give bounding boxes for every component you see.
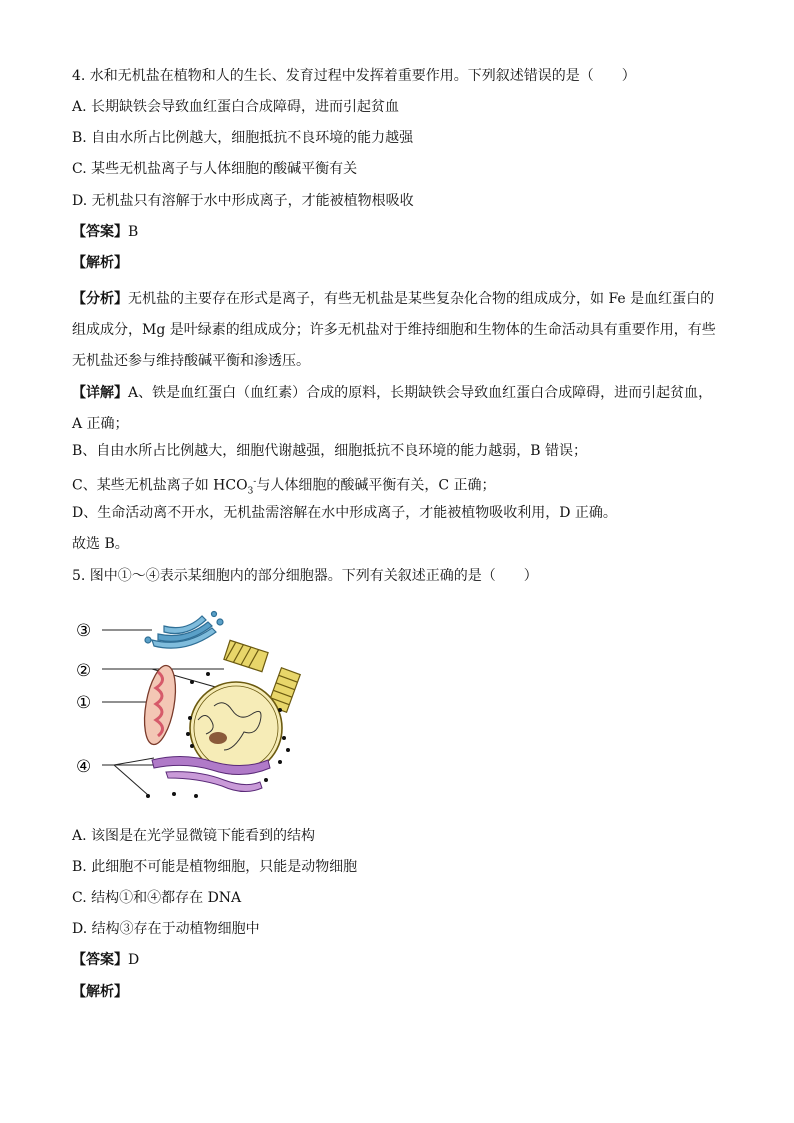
organelle-diagram [74,610,314,810]
q4-option-d: D. 无机盐只有溶解于水中形成离子，才能被植物根吸收 [72,193,414,209]
q5-jiexi-tag: 【解析】 [72,984,128,1000]
leader-line-4c [114,765,148,795]
fenxi-text: 无机盐的主要存在形式是离子，有些无机盐是某些复杂化合物的组成成分，如 Fe 是血红蛋白的组成成分，Mg 是叶绿素的组成成分；许多无机盐对于维持细胞和生物体的生命活动具有重要作用，有些无机盐还参与维持酸碱平衡和渗透压。 [72,291,716,369]
q5-option-a: A. 该图是在光学显微镜下能看到的结构 [72,828,316,844]
q4-option-a: A. 长期缺铁会导致血红蛋白合成障碍，进而引起贫血 [72,99,400,115]
q4-conclusion: 故选 B。 [72,536,129,552]
q4-option-b: B. 自由水所占比例越大，细胞抵抗不良环境的能力越强 [72,130,414,146]
golgi-apparatus [145,612,223,649]
label-2: ② [76,661,92,681]
xiangjie-c-sup: - [253,477,257,487]
q5-option-d: D. 结构③存在于动植物细胞中 [72,921,260,937]
q4-detail-d: D、生命活动离不开水，无机盐需溶解在水中形成离子，才能被植物吸收利用，D 正确。 [72,505,617,521]
q5-option-b: B. 此细胞不可能是植物细胞，只能是动物细胞 [72,859,358,875]
q4-detail-b: B、自由水所占比例越大，细胞代谢越强，细胞抵抗不良环境的能力越弱，B 错误； [72,443,588,459]
label-1: ① [76,693,92,713]
q5-option-c: C. 结构①和④都存在 DNA [72,890,242,906]
answer-tag: 【答案】 [72,224,128,240]
answer-value: B [128,224,139,240]
cell-organelle-figure [74,610,314,810]
answer-tag: 【答案】 [72,952,128,968]
q4-answer [72,222,138,242]
q5-stem: 5. 图中①～④表示某细胞内的部分细胞器。下列有关叙述正确的是（ ） [72,568,538,584]
label-4: ④ [76,757,92,777]
q5-answer [72,950,139,970]
answer-value: D [128,952,140,968]
label-3: ③ [76,621,92,641]
q4-detail [72,378,722,440]
leader-line-4b [114,758,154,765]
q4-detail-c [72,472,496,501]
fenxi-tag: 【分析】 [72,291,128,307]
q4-option-c: C. 某些无机盐离子与人体细胞的酸碱平衡有关 [72,161,358,177]
q4-stem: 4. 水和无机盐在植物和人的生长、发育过程中发挥着重要作用。下列叙述错误的是（ ） [72,68,636,84]
q4-jiexi-tag: 【解析】 [72,255,128,271]
xiangjie-a: A、铁是血红蛋白（血红素）合成的原料，长期缺铁会导致血红蛋白合成障碍，进而引起贫血，A 正确； [72,385,713,432]
xiangjie-tag: 【详解】 [72,385,128,401]
xiangjie-c-pre: C、某些无机盐离子如 HCO [72,477,248,494]
q4-analysis [72,284,722,377]
mitochondrion [139,663,180,747]
xiangjie-c-post: 与人体细胞的酸碱平衡有关，C 正确； [256,477,496,494]
xiangjie-c-sub: 3 [247,486,254,497]
